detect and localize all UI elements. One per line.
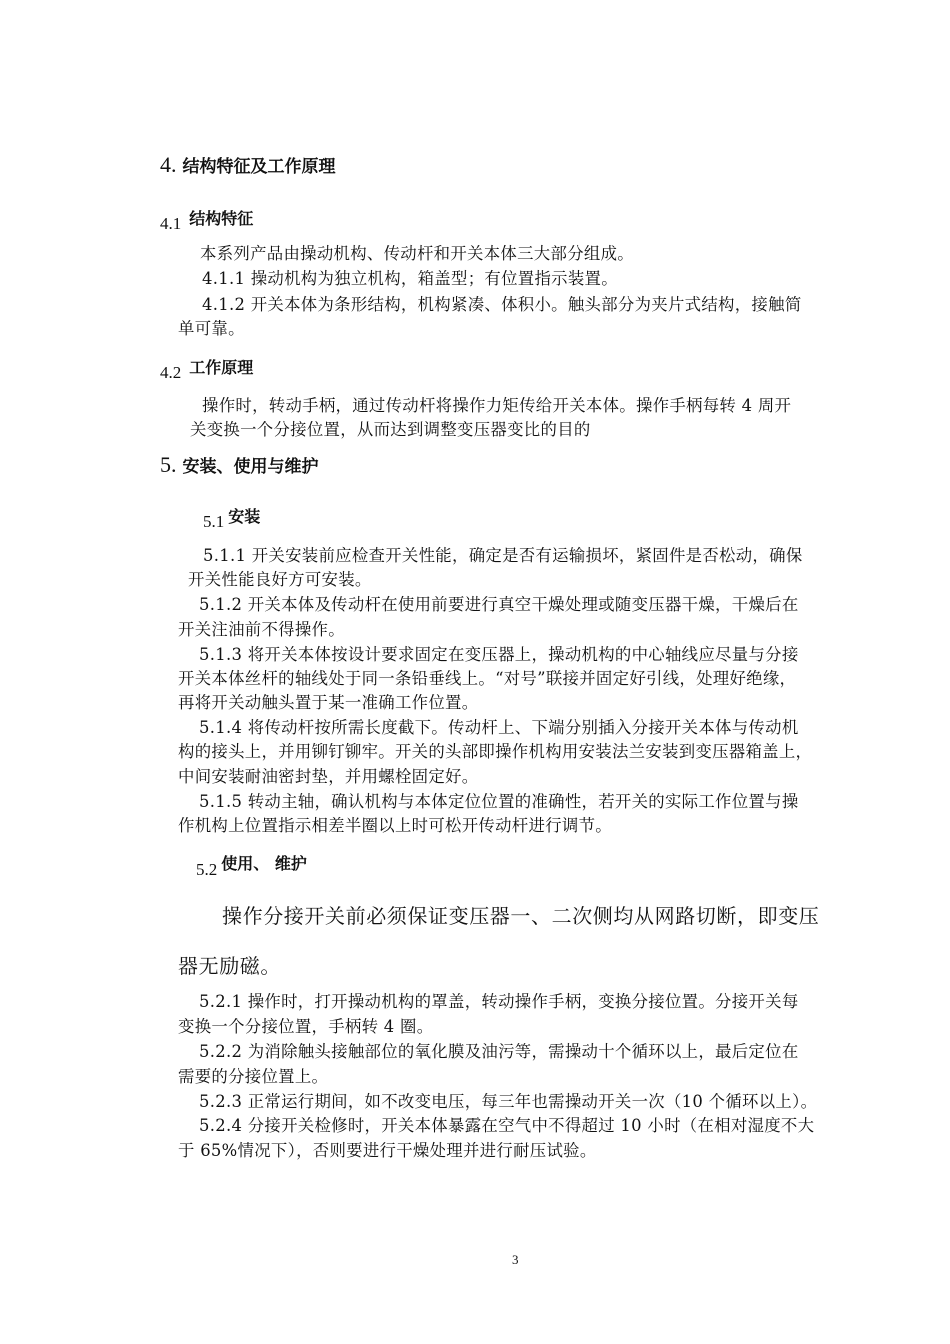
section-5-heading <box>160 452 319 478</box>
subsection-4-1-title: 结构特征 <box>189 209 254 228</box>
paragraph-5-1-2-line2: 开关注油前不得操作。 <box>178 620 345 639</box>
subsection-4-2-heading <box>160 355 254 382</box>
subsection-4-1-heading <box>160 206 254 233</box>
paragraph-5-1-2-line1 <box>199 594 799 616</box>
paragraph-5-1-5-line1: 5.1.5 转动主轴，确认机构与本体定位位置的准确性，若开关的实际工作位置与操 <box>199 792 799 811</box>
paragraph-5-2-1-line1: 5.2.1 操作时，打开操动机构的罩盖，转动操作手柄，变换分接位置。分接开关每 <box>199 992 799 1011</box>
paragraph-5-1-3-line1: 5.1.3 将开关本体按设计要求固定在变压器上，操动机构的中心轴线应尽量与分接 <box>199 645 799 664</box>
subsection-5-2-heading <box>196 851 307 879</box>
subsection-5-2-title: 使用、 维护 <box>221 854 307 873</box>
subsection-4-1-number: 4.1 <box>160 214 182 233</box>
paragraph-4-1-intro: 本系列产品由操动机构、传动杆和开关本体三大部分组成。 <box>200 244 634 263</box>
paragraph-4-2-line1: 操作时，转动手柄，通过传动杆将操作力矩传给开关本体。操作手柄每转 4 周开 <box>202 396 792 415</box>
section-5-title: 安装、使用与维护 <box>182 457 319 477</box>
page-number: 3 <box>512 1252 519 1267</box>
paragraph-4-1-2-line1: 4.1.2 开关本体为条形结构，机构紧凑、体积小。触头部分为夹片式结构，接触简 <box>202 295 802 314</box>
paragraph-5-1-4-line2: 构的接头上，并用铆钉铆牢。开关的头部即操作机构用安装法兰安装到变压器箱盖上， <box>178 742 813 761</box>
subsection-5-1-heading <box>203 504 261 531</box>
section-5-number: 5. <box>160 452 177 477</box>
subsection-4-2-title: 工作原理 <box>189 358 254 377</box>
paragraph-5-1-4-line3: 中间安装耐油密封垫，并用螺栓固定好。 <box>178 767 479 786</box>
paragraph-5-1-4-line1: 5.1.4 将传动杆按所需长度截下。传动杆上、下端分别插入分接开关本体与传动机 <box>199 718 799 737</box>
paragraph-5-1-3-line3: 再将开关动触头置于某一准确工作位置。 <box>178 693 479 712</box>
paragraph-5-2-1-line2: 变换一个分接位置，手柄转 4 圈。 <box>178 1017 434 1036</box>
subsection-5-1-title: 安装 <box>228 507 261 526</box>
subsection-4-2-number: 4.2 <box>160 363 182 382</box>
paragraph-5-1-1-line2: 开关性能良好方可安装。 <box>188 570 372 589</box>
paragraph-4-1-2-line2: 单可靠。 <box>178 319 245 338</box>
subsection-5-1-number: 5.1 <box>203 512 225 531</box>
paragraph-5-1-2-line1-part1: 5.1.2 开关本体及传动杆在使用前要进行真空干燥处理或随变压器干燥， <box>199 595 732 614</box>
section-4-number: 4. <box>160 152 177 177</box>
warning-line2: 器无励磁。 <box>178 954 281 978</box>
paragraph-5-2-4-line2: 于 65%情况下），否则要进行干燥处理并进行耐压试验。 <box>178 1141 597 1160</box>
warning-line1: 操作分接开关前必须保证变压器一、二次侧均从网路切断，即变压 <box>222 904 820 928</box>
paragraph-4-2-line2: 关变换一个分接位置，从而达到调整变压器变比的目的 <box>190 420 591 439</box>
paragraph-5-1-5-line2: 作机构上位置指示相差半圈以上时可松开传动杆进行调节。 <box>178 816 612 835</box>
section-4-title: 结构特征及工作原理 <box>182 157 336 177</box>
paragraph-5-1-1-line1: 5.1.1 开关安装前应检查开关性能，确定是否有运输损坏，紧固件是否松动，确保 <box>203 546 803 565</box>
paragraph-5-2-4-line1: 5.2.4 分接开关检修时，开关本体暴露在空气中不得超过 10 小时（在相对湿度不大 <box>199 1116 815 1135</box>
subsection-5-2-number: 5.2 <box>196 860 218 879</box>
paragraph-5-1-3-line2: 开关本体丝杆的轴线处于同一条铅垂线上。“对号”联接并固定好引线，处理好绝缘， <box>178 669 797 688</box>
paragraph-4-1-1: 4.1.1 操动机构为独立机构，箱盖型；有位置指示装置。 <box>202 269 618 288</box>
section-4-heading <box>160 152 336 178</box>
paragraph-5-2-3-line1: 5.2.3 正常运行期间，如不改变电压，每三年也需操动开关一次（10 个循环以上）。 <box>199 1092 818 1111</box>
paragraph-5-2-2-line1: 5.2.2 为消除触头接触部位的氧化膜及油污等，需操动十个循环以上，最后定位在 <box>199 1042 799 1061</box>
paragraph-5-2-2-line2: 需要的分接位置上。 <box>178 1067 329 1086</box>
paragraph-5-1-2-line1-part2: 干燥后在 <box>731 595 799 614</box>
